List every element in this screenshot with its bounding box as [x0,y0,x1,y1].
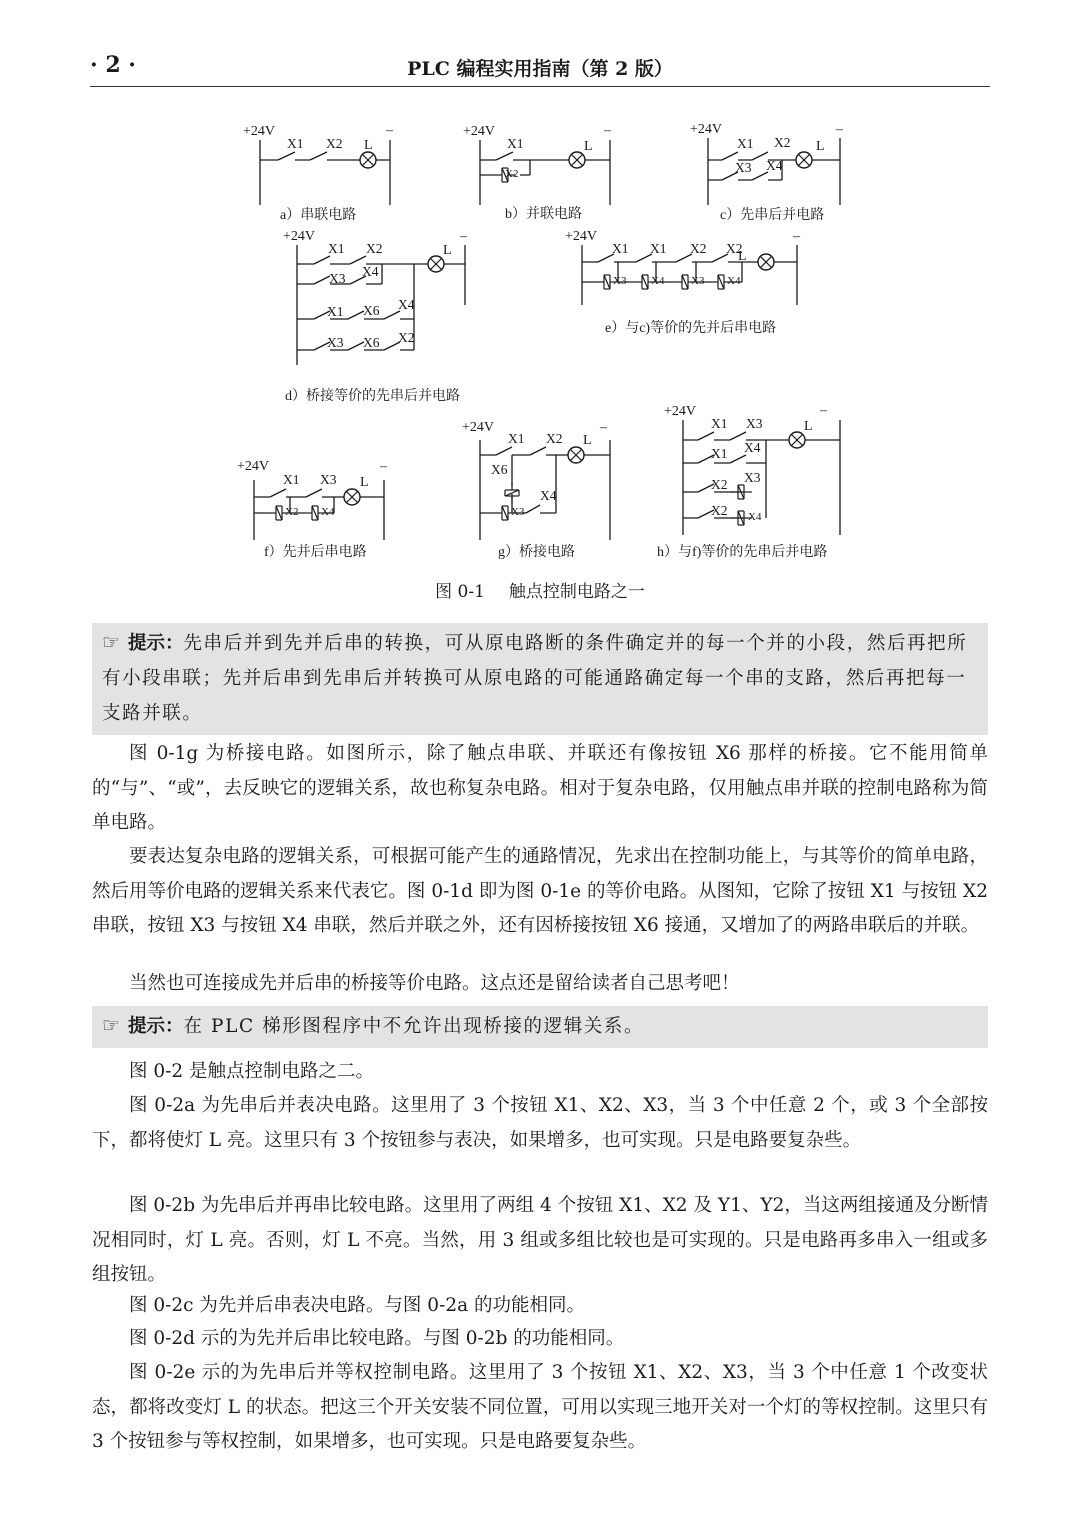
contact-label: X1 [327,304,344,319]
contact-label: X3 [613,275,627,287]
contact-label: X2 [546,431,563,446]
panel-caption-a: a）串联电路 [280,208,357,223]
ground-label-c: – [836,122,843,137]
figure-0-1 [0,0,1080,610]
panel-caption-b: b）并联电路 [505,207,582,222]
lamp-label-b: L [584,139,593,154]
ground-label-d: – [460,229,467,244]
body-paragraph-6: 图 0-2b 为先串后并再串比较电路。这里用了两组 4 个按钮 X1、X2 及 Y1、Y2，当这两组接通及分断情况相同时，灯 L 亮。否则，灯 L 不亮。当然，用 3 组或多组比较也是可实现的。只是电路再多串入一组或多组按钮。 [92,1195,988,1285]
body-paragraph-1: 图 0-1g 为桥接电路。如图所示，除了触点串联、并联还有像按钮 X6 那样的桥接。它不能用简单的“与”、“或”，去反映它的逻辑关系，故也称复杂电路。相对于复杂电路，仅用触点串并联的控制电路称为简单电路。 [92,743,988,833]
panel-caption-g: g）桥接电路 [498,545,575,560]
body-paragraph-8: 图 0-2d 示的为先并后串比较电路。与图 0-2b 的功能相同。 [129,1328,625,1349]
contact-label: X4 [651,275,665,287]
contact-label: X2 [774,135,791,150]
contact-label: X4 [321,506,335,518]
ground-label-f: – [380,459,387,474]
contact-label: X6 [491,462,508,477]
pointing-hand-icon: ☞ [102,1013,120,1037]
tip-label: 提示： [127,1016,184,1037]
contact-label: X3 [735,160,752,175]
ground-label-h: – [820,403,827,418]
lamp-label-d: L [443,243,452,258]
figure-caption [0,577,1080,602]
tip-box-1 [92,623,988,735]
contact-label: X6 [363,335,380,350]
supply-label-a: +24V [243,124,276,139]
tip-label: 提示： [127,633,184,654]
lamp-label-f: L [360,475,369,490]
panel-caption-c: c）先串后并电路 [720,208,825,223]
contact-label: X1 [507,136,524,151]
contact-label: X4 [540,488,557,503]
contact-label: X4 [362,264,379,279]
pointing-hand-icon: ☞ [102,630,120,654]
contact-label: X1 [508,431,525,446]
page-number: · 2 · [90,52,136,78]
supply-label-e: +24V [565,229,598,244]
contact-label: X1 [711,416,728,431]
body-paragraph-9: 图 0-2e 示的为先串后并等权控制电路。这里用了 3 个按钮 X1、X2、X3，当 3 个中任意 1 个改变状态，都将改变灯 L 的状态。把这三个开关安装不同位置，可用以实现三地开关对一个灯的等权控制。这里只有 3 个按钮参与等权控制，如果增多，也可实现。只是电路要复杂些。 [92,1362,988,1452]
contact-label: X1 [650,241,667,256]
ground-label-b: – [604,123,611,138]
supply-label-g: +24V [462,420,495,435]
tip-box-2 [92,1006,988,1048]
contact-label: X1 [711,446,728,461]
body-paragraph-5: 图 0-2a 为先串后并表决电路。这里用了 3 个按钮 X1、X2、X3，当 3 个中任意 2 个，或 3 个全部按下，都将使灯 L 亮。这里只有 3 个按钮参与表决，如果增多，也可实现。只是电路要复杂些。 [92,1095,988,1151]
contact-label: X3 [329,271,346,286]
ground-label-a: – [386,123,393,138]
body-paragraph-2: 要表达复杂电路的逻辑关系，可根据可能产生的通路情况，先求出在控制功能上，与其等价的简单电路，然后用等价电路的逻辑关系来代表它。图 0-1d 即为图 0-1e 的等价电路。从图知，它除了按钮 X1 与按钮 X2 串联，按钮 X3 与按钮 X4 串联，然后并联之外，还有因桥接按钮 X6 接通，又增加了的两路串联后的并联。 [92,846,988,936]
supply-label-c: +24V [690,122,723,137]
contact-label: X4 [398,297,415,312]
supply-label-d: +24V [283,229,316,244]
contact-label: X1 [287,136,304,151]
body-paragraph-3: 当然也可连接成先并后串的桥接等价电路。这点还是留给读者自己思考吧！ [129,973,740,994]
contact-label: X2 [398,330,415,345]
lamp-label-a: L [364,138,373,153]
contact-label: X2 [285,506,299,518]
contact-label: X4 [727,275,741,287]
ground-label-e: – [793,229,800,244]
tip-text: 在 PLC 梯形图程序中不允许出现桥接的逻辑关系。 [183,1016,645,1037]
contact-label: X2 [726,241,743,256]
supply-label-b: +24V [463,124,496,139]
contact-label: X3 [327,335,344,350]
contact-label: X2 [366,241,383,256]
contact-label: X1 [612,241,629,256]
lamp-label-g: L [583,433,592,448]
ground-label-g: – [600,420,607,435]
contact-label: X2 [690,241,707,256]
contact-label: X3 [691,275,705,287]
body-paragraph-4: 图 0-2 是触点控制电路之二。 [129,1061,375,1082]
lamp-label-c: L [816,139,825,154]
contact-label: X1 [737,136,754,151]
contact-label: X4 [744,440,761,455]
panel-caption-h: h）与f)等价的先串后并电路 [657,545,828,560]
tip-text: 先串后并到先并后串的转换，可从原电路断的条件确定并的每一个并的小段，然后再把所有小段串联；先并后串到先串后并转换可从原电路的可能通路确定每一个串的支路，然后再把每一支路并联。 [102,633,968,724]
supply-label-h: +24V [664,404,697,419]
contact-label: X2 [505,168,519,180]
lamp-label-h: L [804,419,813,434]
body-paragraph-7: 图 0-2c 为先并后串表决电路。与图 0-2a 的功能相同。 [129,1295,585,1316]
contact-label: X2 [326,136,343,151]
contact-label: X4 [766,158,783,173]
contact-label: X1 [283,472,300,487]
contact-label: X4 [748,511,762,523]
supply-label-f: +24V [237,459,270,474]
panel-caption-d: d）桥接等价的先串后并电路 [285,389,460,404]
lamp-label-e: L [738,249,747,264]
panel-caption-e: e）与c)等价的先并后串电路 [605,321,777,336]
book-title: PLC 编程实用指南（第 2 版） [407,58,673,80]
contact-label: X6 [363,303,380,318]
contact-label: X3 [320,472,337,487]
contact-label: X3 [511,506,525,518]
contact-label: X1 [328,241,345,256]
figure-caption-text: 触点控制电路之一 [508,582,645,602]
contact-label: X3 [746,416,763,431]
figure-number: 图 0-1 [435,582,485,602]
contact-label: X3 [744,470,761,485]
panel-caption-f: f）先并后串电路 [264,545,367,560]
contact-label: X2 [711,477,728,492]
contact-label: X2 [711,503,728,518]
